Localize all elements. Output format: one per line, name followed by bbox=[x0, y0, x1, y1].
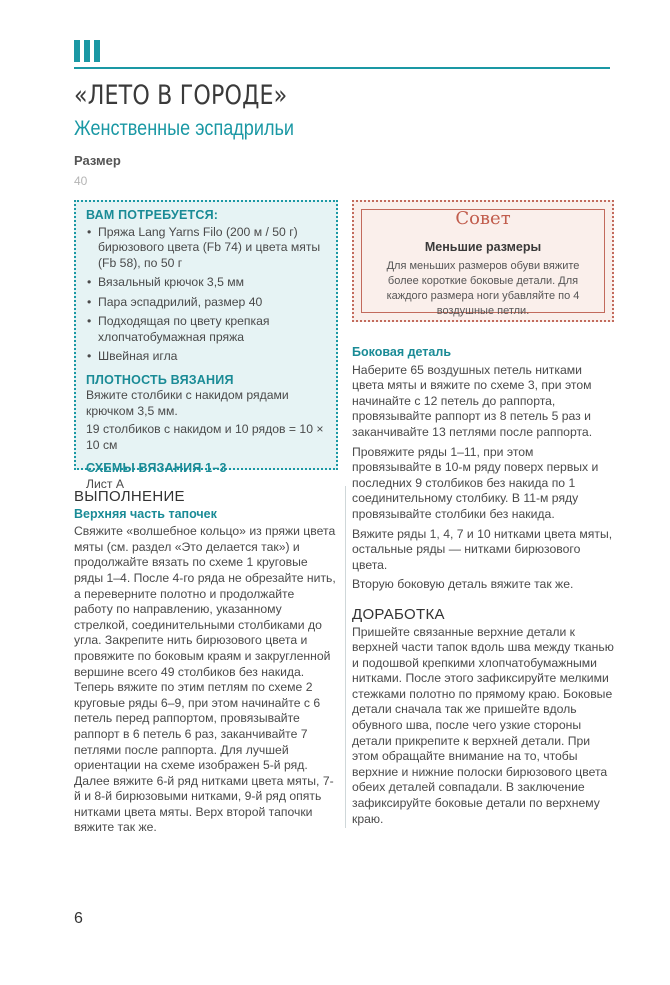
execution-section bbox=[74, 489, 336, 840]
page-number: 6 bbox=[74, 910, 83, 927]
materials-heading: ВАМ ПОТРЕБУЕТСЯ: bbox=[86, 208, 219, 222]
section-marker-icon bbox=[74, 40, 100, 62]
side-part-paragraph: Наберите 65 воздушных петель нитками цвета мяты и вяжите по схеме 3, при этом начинайте с 12 петель до раппорта, провязывайте раппорт из 8 петель 5 раз и заканчивайте 13 петлями после раппорта. bbox=[352, 362, 593, 439]
column-divider bbox=[345, 486, 346, 828]
materials-item-text: Подходящая по цвету крепкая хлопчатобумажная пряжа bbox=[98, 314, 270, 344]
finishing-paragraph: Пришейте связанные верхние детали к верхней части тапок вдоль шва между тканью и подошвой крепкими хлопчатобумажными нитками. После этого зафиксируйте мелкими стежками полотно по прямому краю. Боковые детали сначала так же пришейте вдоль обувного шва, после чего узкие стороны детали прикрепите к верхней детали. При этом обращайте внимание на то, чтобы верхние и нижние полоски бирюзового цвета обеих деталей совпадали. В заключение зафиксируйте боковые детали по верхнему краю. bbox=[352, 624, 614, 826]
materials-item-text: Швейная игла bbox=[98, 349, 178, 363]
execution-heading: ВЫПОЛНЕНИЕ bbox=[74, 488, 185, 505]
execution-paragraph: Свяжите «волшебное кольцо» из пряжи цвета мяты (см. раздел «Это делается так») и продолжайте вязать по схеме 1 круговые ряды 1–4. После 4-го ряда не обрезайте нить, а переверните полотно и продолжайте работу по направлению, указанному стрелкой, соединительными столбиками до угла. Закрепите нить бирюзового цвета и провяжите по боковым краям и закругленной вершине всего 49 столбиков без накида. Теперь вяжите по этим петлям по схеме 2 круговые ряды 6–9, при этом начинайте с 6 петель перед раппортом, провязывайте раппорт в 6 петель 6 раз, заканчивайте 7 петлями после раппорта. Для лучшей ориентации на схеме изображен 5-й ряд. Далее вяжите 6-й ряд нитками цвета мяты, 7-й и 8-й бирюзовыми нитками, 9-й ряд опять нитками цвета мяты. Верх второй тапочки вяжите так же. bbox=[74, 524, 336, 835]
materials-item bbox=[86, 349, 326, 365]
side-part-heading: Боковая деталь bbox=[352, 345, 452, 359]
side-part-paragraph: Провяжите ряды 1–11, при этом провязывайте в 10-м ряду поверх первых и последних 9 столбиков без накида по 1 соединительному столбику. В 11-м ряду провязывайте столбики без накида. bbox=[352, 444, 599, 521]
advice-box bbox=[352, 200, 614, 322]
gauge-text: 19 столбиков с накидом и 10 рядов = 10 × 10 см bbox=[86, 422, 324, 452]
materials-list bbox=[86, 225, 326, 365]
advice-title: Совет bbox=[455, 208, 511, 229]
advice-subtitle: Меньшие размеры bbox=[424, 240, 542, 254]
page-title: «ЛЕТО В ГОРОДЕ» bbox=[74, 80, 288, 111]
side-part-paragraph: Вяжите ряды 1, 4, 7 и 10 нитками цвета мяты, остальные ряды — нитками бирюзового цвета. bbox=[352, 526, 613, 572]
materials-item bbox=[86, 275, 326, 291]
gauge-heading: ПЛОТНОСТЬ ВЯЗАНИЯ bbox=[86, 372, 234, 387]
side-part-paragraph: Вторую боковую деталь вяжите так же. bbox=[352, 577, 574, 592]
materials-box bbox=[74, 200, 338, 491]
upper-part-heading: Верхняя часть тапочек bbox=[74, 506, 217, 521]
side-part-section bbox=[352, 345, 614, 831]
gauge-text: Вяжите столбики с накидом рядами крючком 3,5 мм. bbox=[86, 388, 289, 418]
charts-text: Лист А bbox=[86, 476, 124, 491]
advice-text: Для меньших размеров обуви вяжите более короткие боковые детали. Для каждого размера ноги убавляйте по 4 воздушные петли. bbox=[386, 260, 580, 317]
size-value: 40 bbox=[74, 174, 88, 188]
header-rule bbox=[74, 67, 610, 69]
finishing-heading: ДОРАБОТКА bbox=[352, 605, 445, 623]
materials-item bbox=[86, 295, 326, 311]
materials-item-text: Пряжа Lang Yarns Filo (200 м / 50 г) бирюзового цвета (Fb 74) и цвета мяты (Fb 58), по 50 г bbox=[98, 224, 321, 270]
materials-item-text: Вязальный крючок 3,5 мм bbox=[98, 275, 245, 289]
materials-item bbox=[86, 314, 326, 345]
charts-heading: СХЕМЫ ВЯЗАНИЯ 1–3 bbox=[86, 461, 227, 475]
materials-item bbox=[86, 225, 326, 272]
materials-item-text: Пара эспадрилий, размер 40 bbox=[98, 294, 263, 309]
size-label: Размер bbox=[74, 153, 121, 168]
page-subtitle: Женственные эспадрильи bbox=[74, 117, 294, 140]
